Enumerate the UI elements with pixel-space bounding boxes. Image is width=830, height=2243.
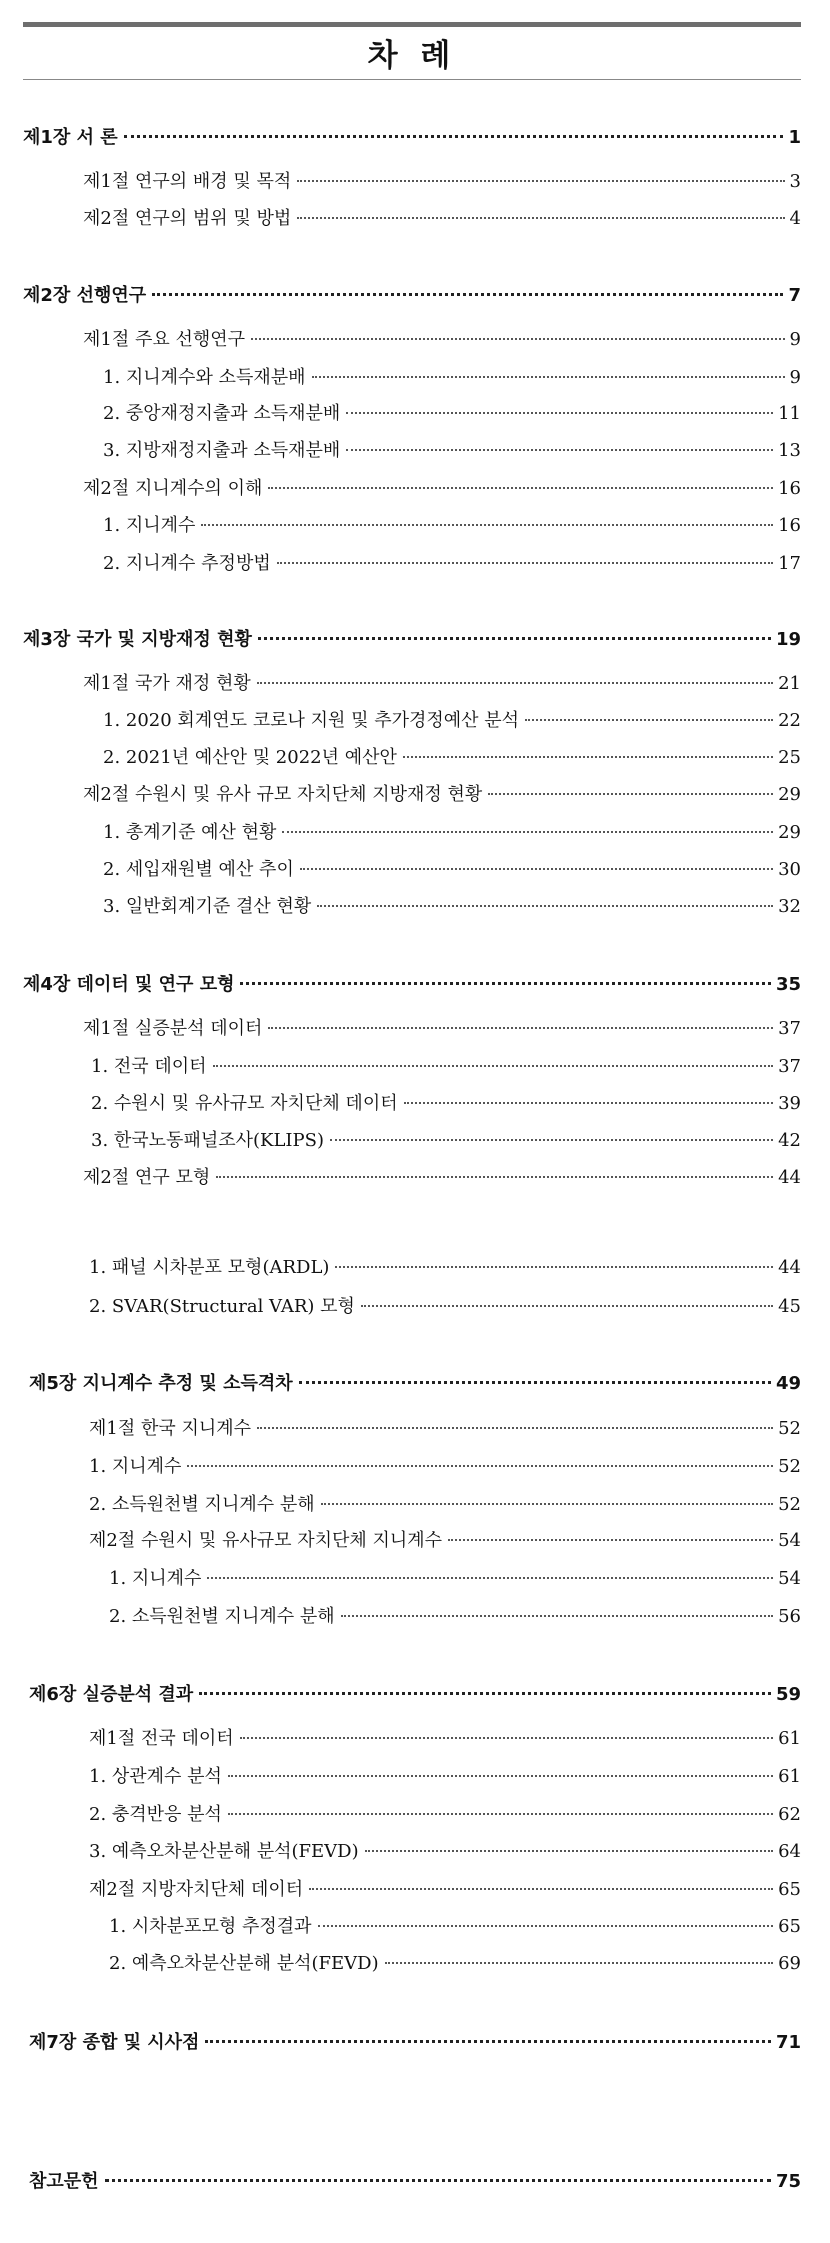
dot-leader [341, 1615, 773, 1617]
toc-entry-label: 1. 패널 시차분포 모형(ARDL) [89, 1257, 330, 1278]
toc-entry-label: 제5장 지니계수 추정 및 소득격차 [29, 1373, 293, 1394]
dot-leader [335, 1266, 773, 1268]
toc-chapter-entry[interactable] [29, 2167, 801, 2193]
toc-entry-label: 2. 예측오차분산분해 분석(FEVD) [109, 1953, 379, 1974]
toc-entry-page-number: 45 [778, 1296, 801, 1317]
dot-leader [361, 1305, 773, 1307]
toc-section-entry[interactable] [83, 1014, 801, 1040]
toc-section-entry[interactable] [83, 1163, 801, 1189]
toc-entry-page-number: 65 [778, 1879, 801, 1900]
toc-chapter-entry[interactable] [23, 970, 801, 996]
toc-entry-label: 3. 지방재정지출과 소득재분배 [103, 440, 341, 461]
toc-entry-label: 1. 지니계수 [109, 1568, 202, 1589]
toc-entry-page-number: 61 [778, 1766, 801, 1787]
toc-entry-page-number: 52 [778, 1456, 801, 1477]
toc-entry-label: 제2장 선행연구 [23, 285, 147, 306]
toc-subsection-entry[interactable] [89, 1490, 801, 1516]
toc-section-entry[interactable] [83, 780, 801, 806]
toc-entry-label: 3. 한국노동패널조사(KLIPS) [91, 1130, 324, 1151]
toc-entry-page-number: 9 [789, 367, 801, 388]
dot-leader [300, 868, 773, 870]
toc-entry-page-number: 52 [778, 1418, 801, 1439]
dot-leader [317, 905, 773, 907]
toc-subsection-entry[interactable] [103, 892, 801, 918]
toc-entry-label: 1. 총계기준 예산 현황 [103, 822, 277, 843]
toc-subsection-entry[interactable] [103, 363, 801, 389]
dot-leader [228, 1813, 773, 1815]
dot-leader [365, 1850, 773, 1852]
title-rule [23, 79, 801, 80]
dot-leader [257, 682, 773, 684]
toc-entry-label: 3. 일반회계기준 결산 현황 [103, 896, 312, 917]
toc-entry-label: 2. 충격반응 분석 [89, 1804, 222, 1825]
toc-entry-page-number: 7 [788, 285, 801, 306]
dot-leader [228, 1775, 773, 1777]
toc-subsection-entry[interactable] [89, 1800, 801, 1826]
dot-leader [240, 1737, 773, 1739]
dot-leader [152, 293, 783, 296]
toc-subsection-entry[interactable] [109, 1564, 801, 1590]
toc-subsection-entry[interactable] [103, 706, 801, 732]
dot-leader [321, 1503, 773, 1505]
toc-entry-page-number: 52 [778, 1494, 801, 1515]
toc-entry-label: 제1절 연구의 배경 및 목적 [83, 171, 292, 192]
toc-subsection-entry[interactable] [103, 855, 801, 881]
toc-entry-page-number: 56 [778, 1606, 801, 1627]
toc-entry-page-number: 35 [775, 974, 801, 995]
toc-section-entry[interactable] [83, 474, 801, 500]
toc-entry-label: 제1절 국가 재정 현황 [83, 673, 251, 694]
toc-entry-page-number: 13 [778, 440, 801, 461]
toc-entry-page-number: 4 [789, 208, 801, 229]
toc-entry-page-number: 11 [778, 403, 801, 424]
toc-chapter-entry[interactable] [29, 1680, 801, 1706]
toc-subsection-entry[interactable] [103, 743, 801, 769]
toc-entry-label: 제7장 종합 및 시사점 [29, 2032, 200, 2053]
toc-entry-label: 제2절 지방자치단체 데이터 [89, 1879, 304, 1900]
toc-entry-page-number: 16 [778, 478, 801, 499]
dot-leader [277, 562, 773, 564]
toc-entry-label: 2. 수원시 및 유사규모 자치단체 데이터 [91, 1093, 398, 1114]
toc-subsection-entry[interactable] [109, 1912, 801, 1938]
toc-entry-page-number: 19 [775, 629, 801, 650]
toc-entry-label: 제6장 실증분석 결과 [29, 1684, 194, 1705]
toc-entry-page-number: 37 [778, 1018, 801, 1039]
toc-chapter-entry[interactable] [29, 2028, 801, 2054]
dot-leader [312, 376, 785, 378]
toc-subsection-entry[interactable] [91, 1089, 801, 1115]
dot-leader [282, 831, 773, 833]
dot-leader [403, 756, 773, 758]
toc-entry-label: 2. 2021년 예산안 및 2022년 예산안 [103, 747, 397, 768]
dot-leader [309, 1888, 773, 1890]
toc-subsection-entry[interactable] [89, 1837, 801, 1863]
dot-leader [297, 180, 784, 182]
toc-entry-page-number: 65 [778, 1916, 801, 1937]
toc-entry-page-number: 29 [778, 822, 801, 843]
dot-leader [199, 1692, 771, 1695]
toc-subsection-entry[interactable] [103, 399, 801, 425]
dot-leader [525, 719, 773, 721]
toc-chapter-entry[interactable] [23, 281, 801, 307]
toc-chapter-entry[interactable] [23, 123, 801, 149]
toc-entry-page-number: 37 [778, 1056, 801, 1077]
toc-entry-label: 2. 소득원천별 지니계수 분해 [89, 1494, 315, 1515]
toc-entry-page-number: 16 [778, 515, 801, 536]
toc-entry-label: 3. 예측오차분산분해 분석(FEVD) [89, 1841, 359, 1862]
toc-section-entry[interactable] [83, 325, 801, 351]
toc-entry-label: 1. 상관계수 분석 [89, 1766, 222, 1787]
toc-entry-label: 제1장 서 론 [23, 127, 118, 148]
dot-leader [258, 637, 771, 640]
toc-subsection-entry[interactable] [89, 1452, 801, 1478]
toc-entry-label: 제2절 지니계수의 이해 [83, 478, 263, 499]
dot-leader [251, 338, 785, 340]
dot-leader [124, 135, 784, 138]
dot-leader [105, 2179, 771, 2182]
toc-entry-label: 1. 지니계수와 소득재분배 [103, 367, 306, 388]
dot-leader [318, 1925, 774, 1927]
dot-leader [187, 1465, 773, 1467]
dot-leader [297, 217, 784, 219]
toc-entry-label: 1. 2020 회계연도 코로나 지원 및 추가경정예산 분석 [103, 710, 520, 731]
dot-leader [268, 1027, 773, 1029]
toc-subsection-entry[interactable] [89, 1762, 801, 1788]
dot-leader [205, 2040, 771, 2043]
toc-entry-page-number: 44 [778, 1167, 801, 1188]
toc-entry-page-number: 69 [778, 1953, 801, 1974]
toc-entry-page-number: 44 [778, 1257, 801, 1278]
toc-entry-label: 제1절 실증분석 데이터 [83, 1018, 263, 1039]
toc-entry-page-number: 17 [778, 553, 801, 574]
toc-entry-label: 제2절 연구의 범위 및 방법 [83, 208, 292, 229]
toc-entry-label: 제1절 전국 데이터 [89, 1728, 234, 1749]
dot-leader [213, 1065, 774, 1067]
toc-entry-page-number: 30 [778, 859, 801, 880]
dot-leader [346, 449, 773, 451]
dot-leader [488, 793, 773, 795]
toc-entry-page-number: 22 [778, 710, 801, 731]
toc-subsection-entry[interactable] [109, 1949, 801, 1975]
toc-subsection-entry[interactable] [91, 1052, 801, 1078]
toc-entry-page-number: 64 [778, 1841, 801, 1862]
toc-entry-label: 2. 중앙재정지출과 소득재분배 [103, 403, 341, 424]
toc-entry-label: 제1절 주요 선행연구 [83, 329, 245, 350]
toc-entry-page-number: 59 [775, 1684, 801, 1705]
toc-entry-label: 1. 시차분포모형 추정결과 [109, 1916, 312, 1937]
dot-leader [268, 487, 773, 489]
toc-entry-label: 2. 세입재원별 예산 추이 [103, 859, 294, 880]
toc-entry-label: 제2절 수원시 및 유사규모 자치단체 지니계수 [89, 1530, 443, 1551]
toc-subsection-entry[interactable] [103, 436, 801, 462]
toc-subsection-entry[interactable] [91, 1126, 801, 1152]
toc-entry-page-number: 21 [778, 673, 801, 694]
dot-leader [346, 412, 773, 414]
toc-chapter-entry[interactable] [29, 1369, 801, 1395]
toc-entry-page-number: 25 [778, 747, 801, 768]
dot-leader [201, 524, 773, 526]
top-rule [23, 22, 801, 27]
toc-subsection-entry[interactable] [109, 1602, 801, 1628]
toc-entry-label: 2. SVAR(Structural VAR) 모형 [89, 1296, 355, 1317]
toc-section-entry[interactable] [89, 1724, 801, 1750]
toc-entry-label: 제3장 국가 및 지방재정 현황 [23, 629, 252, 650]
toc-entry-page-number: 29 [778, 784, 801, 805]
toc-section-entry[interactable] [83, 167, 801, 193]
toc-entry-page-number: 62 [778, 1804, 801, 1825]
toc-section-entry[interactable] [89, 1875, 801, 1901]
toc-entry-label: 1. 지니계수 [89, 1456, 182, 1477]
toc-entry-page-number: 1 [788, 127, 801, 148]
toc-entry-label: 2. 지니계수 추정방법 [103, 553, 271, 574]
toc-entry-label: 제4장 데이터 및 연구 모형 [23, 974, 235, 995]
toc-entry-label: 제2절 수원시 및 유사 규모 자치단체 지방재정 현황 [83, 784, 483, 805]
toc-subsection-entry[interactable] [103, 549, 801, 575]
toc-entry-page-number: 39 [778, 1093, 801, 1114]
dot-leader [330, 1139, 773, 1141]
dot-leader [207, 1577, 773, 1579]
dot-leader [448, 1539, 773, 1541]
toc-subsection-entry[interactable] [103, 511, 801, 537]
dot-leader [404, 1102, 773, 1104]
toc-entry-page-number: 32 [778, 896, 801, 917]
toc-entry-page-number: 75 [775, 2171, 801, 2192]
dot-leader [257, 1427, 773, 1429]
dot-leader [240, 982, 770, 985]
toc-entry-page-number: 3 [789, 171, 801, 192]
toc-entry-label: 1. 전국 데이터 [91, 1056, 207, 1077]
toc-section-entry[interactable] [89, 1414, 801, 1440]
toc-subsection-entry[interactable] [89, 1253, 801, 1279]
toc-entry-page-number: 61 [778, 1728, 801, 1749]
dot-leader [299, 1381, 771, 1384]
toc-subsection-entry[interactable] [89, 1292, 801, 1318]
toc-entry-label: 2. 소득원천별 지니계수 분해 [109, 1606, 335, 1627]
toc-entry-label: 제2절 연구 모형 [83, 1167, 211, 1188]
toc-entry-page-number: 54 [778, 1568, 801, 1589]
toc-section-entry[interactable] [83, 669, 801, 695]
toc-entry-page-number: 42 [778, 1130, 801, 1151]
toc-entry-label: 1. 지니계수 [103, 515, 196, 536]
toc-section-entry[interactable] [83, 204, 801, 230]
dot-leader [216, 1176, 773, 1178]
toc-subsection-entry[interactable] [103, 818, 801, 844]
toc-chapter-entry[interactable] [23, 625, 801, 651]
toc-entry-page-number: 54 [778, 1530, 801, 1551]
toc-entry-label: 참고문헌 [29, 2171, 99, 2192]
dot-leader [385, 1962, 773, 1964]
page-title: 차 례 [367, 38, 457, 74]
toc-section-entry[interactable] [89, 1526, 801, 1552]
toc-entry-label: 제1절 한국 지니계수 [89, 1418, 251, 1439]
toc-entry-page-number: 71 [775, 2032, 801, 2053]
toc-entry-page-number: 49 [775, 1373, 801, 1394]
toc-entry-page-number: 9 [789, 329, 801, 350]
